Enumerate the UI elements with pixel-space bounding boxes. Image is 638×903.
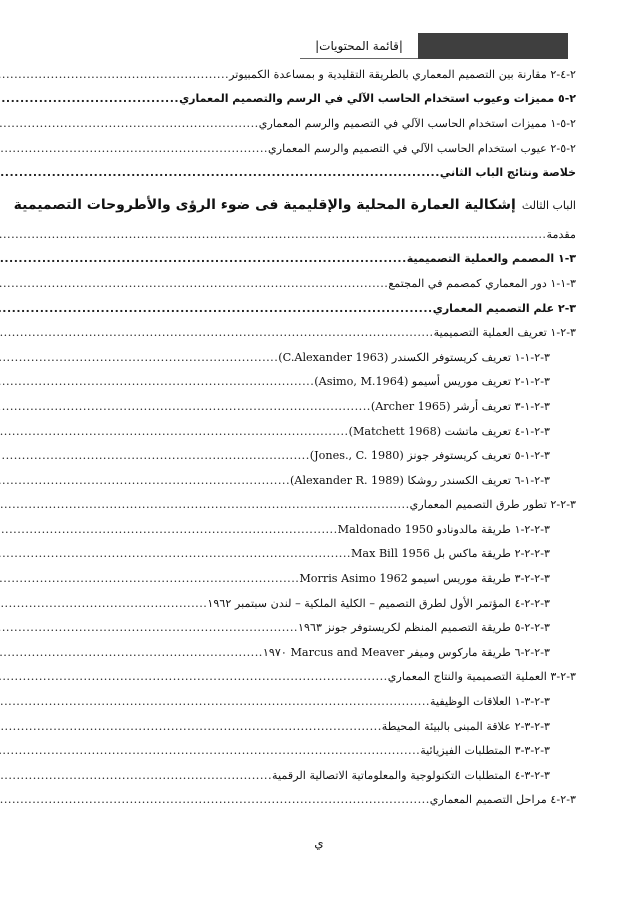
page-number: ي bbox=[314, 836, 324, 850]
toc-leader-dots bbox=[0, 92, 179, 105]
toc-entry-label: خلاصة ونتائج الباب الثاني bbox=[439, 166, 576, 180]
toc-leader-dots bbox=[0, 326, 434, 339]
toc-entry[interactable] bbox=[66, 394, 576, 419]
toc-entry-label: ٣-٢-١-٣ تعريف أرشر (Archer 1965) bbox=[370, 399, 550, 413]
toc-entry-label: ٣-٢-٣-٢ علاقة المبنى بالبيئة المحيطة bbox=[381, 719, 550, 733]
toc-leader-dots bbox=[0, 375, 314, 388]
toc-entry-label: ٢-٥-١ مميزات استخدام الحاسب الآلي في التصميم والرسم المعماري bbox=[258, 116, 576, 130]
toc-entry-label: ٣-٢-٢-٤ المؤتمر الأول لطرق التصميم – الكلية الملكية – لندن سبتمبر ١٩٦٢ bbox=[207, 596, 550, 610]
toc-leader-dots bbox=[0, 523, 338, 536]
toc-entry-label: ٢-٥-٢ عيوب استخدام الحاسب الآلي في التصميم والرسم المعماري bbox=[267, 141, 576, 155]
toc-entry[interactable] bbox=[66, 271, 576, 296]
toc-entry[interactable] bbox=[66, 591, 576, 616]
toc-leader-dots bbox=[0, 425, 349, 438]
toc-entry[interactable] bbox=[66, 493, 576, 518]
toc-leader-dots bbox=[0, 498, 410, 511]
toc-leader-dots bbox=[0, 769, 272, 782]
toc-entry-label: ٣-٢-٣-٤ المتطلبات التكنولوجية والمعلوماتية الاتصالية الرقمية bbox=[272, 768, 550, 782]
page-header bbox=[300, 33, 568, 59]
toc-entry[interactable] bbox=[66, 62, 576, 87]
toc-leader-dots bbox=[0, 695, 430, 708]
toc-leader-dots bbox=[0, 474, 290, 487]
toc-entry-label: ٣-٢-١-٥ تعريف كريستوفر جونز (Jones., C. 1980) bbox=[309, 449, 550, 463]
toc-entry-label: ٣-٢-٣ العملية التصميمية والنتاج المعماري bbox=[387, 670, 576, 684]
toc-entry-label: ٣-٢-٢-٦ طريقة ماركوس وميفر Marcus and Meaver ١٩٧٠ bbox=[262, 645, 550, 659]
toc-entry[interactable] bbox=[66, 222, 576, 247]
toc-entry-label: ٣-٢-١-١ تعريف كريستوفر الكسندر (C.Alexander 1963) bbox=[278, 350, 550, 364]
toc-leader-dots bbox=[0, 400, 371, 413]
toc-leader-dots bbox=[0, 793, 430, 806]
toc-leader-dots bbox=[0, 117, 259, 130]
toc-entry[interactable] bbox=[66, 714, 576, 739]
toc-leader-dots bbox=[0, 68, 229, 81]
toc-entry-label: ٣-٢-٤ مراحل التصميم المعماري bbox=[429, 793, 576, 807]
toc-entry[interactable] bbox=[66, 615, 576, 640]
toc-leader-dots bbox=[0, 449, 310, 462]
toc-entry-label: ٣-٢-٣-٣ المتطلبات الفيزيائية bbox=[420, 744, 550, 758]
toc-entry-label: ٣-١-١ دور المعماري كمصمم في المجتمع bbox=[388, 276, 576, 290]
toc-leader-dots bbox=[0, 351, 278, 364]
toc-leader-dots bbox=[0, 597, 207, 610]
toc-entry-label: ٣-٢-١-٦ تعريف الكسندر روشكا (Alexander R. 1989) bbox=[290, 473, 550, 487]
toc-leader-dots bbox=[0, 670, 388, 683]
toc-leader-dots bbox=[0, 646, 263, 659]
toc-entry-label: ٣-٢-٢-١ طريقة مالدونادو Maldonado 1950 bbox=[337, 522, 550, 536]
table-of-contents bbox=[13, 62, 576, 812]
toc-leader-dots bbox=[0, 744, 420, 757]
toc-entry[interactable] bbox=[66, 419, 576, 444]
toc-entry[interactable] bbox=[66, 468, 576, 493]
toc-leader-dots bbox=[0, 572, 299, 585]
toc-entry-label: ٣-٢ علم التصميم المعماري bbox=[432, 301, 576, 315]
toc-leader-dots bbox=[0, 277, 388, 290]
toc-entry[interactable] bbox=[66, 87, 576, 112]
toc-entry-label: ٣-٢-١ تعريف العملية التصميمية bbox=[433, 326, 576, 340]
toc-leader-dots bbox=[0, 142, 268, 155]
toc-entry-label: ٣-٢-٢ تطور طرق التصميم المعماري bbox=[409, 498, 576, 512]
toc-entry[interactable] bbox=[66, 370, 576, 395]
toc-leader-dots bbox=[0, 547, 351, 560]
toc-leader-dots bbox=[0, 302, 433, 315]
toc-entry-label: ٢-٥ مميزات وعيوب استخدام الحاسب الآلي في الرسم والتصميم المعماري bbox=[179, 92, 576, 106]
toc-entry[interactable] bbox=[66, 160, 576, 185]
toc-entry-label: مقدمة bbox=[546, 227, 576, 241]
toc-entry-label: ٣-٢-٢-٥ طريقة التصميم المنظم لكريستوفر جونز ١٩٦٣ bbox=[297, 621, 550, 635]
toc-entry[interactable] bbox=[66, 111, 576, 136]
toc-entry[interactable] bbox=[66, 320, 576, 345]
toc-entry[interactable] bbox=[66, 247, 576, 272]
toc-entry-label: ٣-٢-٣-١ العلاقات الوظيفية bbox=[429, 695, 550, 709]
toc-entry-label: ٣-١ المصمم والعملية التصميمية bbox=[406, 252, 576, 266]
toc-entry[interactable] bbox=[66, 136, 576, 161]
toc-entry[interactable] bbox=[66, 345, 576, 370]
toc-entry[interactable] bbox=[66, 566, 576, 591]
toc-leader-dots bbox=[0, 166, 440, 179]
chapter-prefix: الباب الثالث bbox=[521, 198, 576, 212]
toc-leader-dots bbox=[0, 720, 382, 733]
toc-entry[interactable] bbox=[66, 443, 576, 468]
toc-entry[interactable] bbox=[66, 665, 576, 690]
header-bar bbox=[418, 33, 568, 59]
toc-entry[interactable] bbox=[66, 517, 576, 542]
toc-entry-label: ٣-٢-١-٢ تعريف موريس أسيمو (Asimo, M.1964) bbox=[314, 375, 550, 389]
toc-entry[interactable] bbox=[66, 738, 576, 763]
header-title: |قائمة المحتويات| bbox=[300, 33, 418, 59]
toc-entry[interactable] bbox=[66, 296, 576, 321]
toc-leader-dots bbox=[0, 252, 407, 265]
toc-entry-label: ٣-٢-٢-٢ طريقة ماكس بل Max Bill 1956 bbox=[350, 547, 550, 561]
chapter-title: إشكالية العمارة المحلية والإقليمية فى ضوء الرؤى والأطروحات التصميمية bbox=[13, 197, 516, 214]
toc-entry[interactable] bbox=[66, 763, 576, 788]
toc-leader-dots bbox=[0, 228, 546, 241]
toc-entry-label: ٢-٤-٢ مقارنة بين التصميم المعماري بالطريقة التقليدية و بمساعدة الكمبيوتر bbox=[229, 67, 576, 81]
toc-leader-dots bbox=[0, 621, 298, 634]
toc-entry[interactable] bbox=[66, 788, 576, 813]
toc-entry[interactable] bbox=[66, 689, 576, 714]
toc-entry[interactable] bbox=[66, 640, 576, 665]
chapter-heading bbox=[13, 189, 576, 222]
toc-entry-label: ٣-٢-٢-٣ طريقة موريس اسيمو Morris Asimo 1962 bbox=[299, 572, 550, 586]
toc-entry[interactable] bbox=[66, 542, 576, 567]
toc-entry-label: ٣-٢-١-٤ تعريف ماتشت (Matchett 1968) bbox=[348, 424, 550, 438]
